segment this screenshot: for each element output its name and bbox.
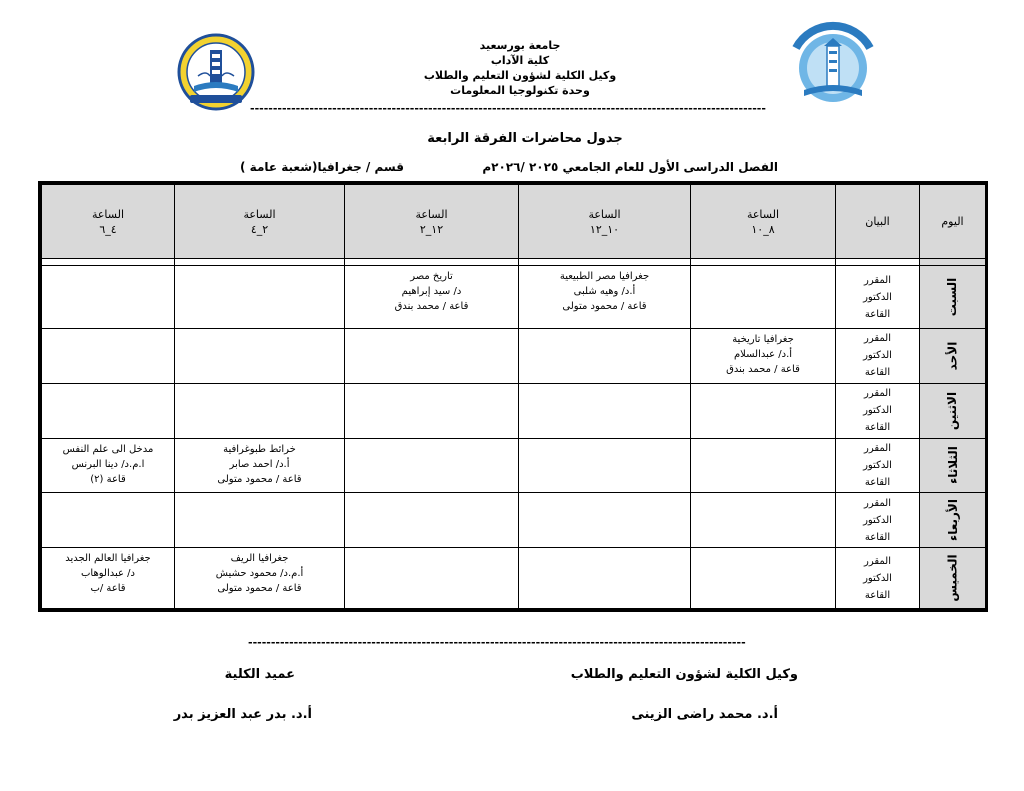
- lecture-course: خرائط طبوغرافية: [223, 443, 296, 455]
- footer-divider: -------------------------------------------------------------------------------------------------------------: [248, 636, 746, 649]
- schedule-cell: [691, 548, 836, 609]
- schedule-cell: [175, 493, 345, 548]
- schedule-cell: [42, 438, 175, 493]
- day-name-cell: [920, 548, 986, 609]
- schedule-cell: [175, 438, 345, 493]
- table-header-row: [42, 185, 986, 259]
- slot-header: الساعة ٨_١٠: [691, 185, 836, 259]
- row-label-room: القاعة: [864, 367, 891, 379]
- schedule-cell: [345, 383, 519, 438]
- day-name-cell: [920, 266, 986, 329]
- day-name: الخميس: [945, 554, 960, 602]
- lecture-room: قاعة /ب: [90, 583, 126, 595]
- schedule-cell: [345, 329, 519, 384]
- day-name-cell: [920, 383, 986, 438]
- row-labels-cell: [836, 548, 920, 609]
- slot-header: الساعة ١٠_١٢: [519, 185, 691, 259]
- label-column-header: البيان: [836, 185, 920, 259]
- row-label-course: المقرر: [863, 388, 891, 400]
- row-labels-cell: [836, 266, 920, 329]
- schedule-cell: [691, 329, 836, 384]
- schedule-cell: [42, 266, 175, 329]
- schedule-cell: [519, 383, 691, 438]
- header-spacer: [42, 259, 986, 266]
- lecture-doctor: د/ سيد إبراهيم: [401, 286, 462, 298]
- day-name: الأحد: [945, 341, 960, 371]
- schedule-cell: [345, 438, 519, 493]
- day-name: الثلاثاء: [945, 446, 960, 485]
- schedule-cell: [175, 548, 345, 609]
- row-label-doctor: الدكتور: [863, 459, 892, 471]
- schedule-cell: [691, 383, 836, 438]
- page-title: جدول محاضرات الفرقة الرابعة: [427, 131, 623, 146]
- row-labels-cell: [836, 383, 920, 438]
- schedule-cell: [691, 266, 836, 329]
- schedule-cell: [519, 548, 691, 609]
- slot-header: الساعة ٢_٤: [175, 185, 345, 259]
- row-label-course: المقرر: [863, 333, 891, 345]
- day-name: الأربعاء: [945, 499, 960, 542]
- slot-header: الساعة ٤_٦: [42, 185, 175, 259]
- schedule-cell: [42, 383, 175, 438]
- day-name: الاثنين: [945, 391, 960, 430]
- day-name-cell: [920, 493, 986, 548]
- dean-name: أ.د. بدر عبد العزيز بدر: [173, 707, 312, 722]
- day-name-cell: [920, 329, 986, 384]
- vice-dean-name: أ.د. محمد راضى الزينى: [631, 707, 778, 722]
- row-label-room: القاعة: [864, 422, 891, 434]
- semester-label: الفصل الدراسى الأول للعام الجامعي ٢٠٢٥ /٢٠٢٦م: [482, 160, 778, 174]
- lecture-doctor: ا.م.د/ دينا البرنس: [71, 458, 145, 470]
- row-label-doctor: الدكتور: [863, 514, 892, 526]
- schedule-cell: [42, 493, 175, 548]
- faculty-name: كلية الآداب: [490, 54, 550, 67]
- slot-header: الساعة ١٢_٢: [345, 185, 519, 259]
- it-unit: وحدة تكنولوجيا المعلومات: [450, 84, 590, 97]
- lecture-course: مدخل الى علم النفس: [62, 443, 154, 455]
- row-labels-cell: [836, 493, 920, 548]
- row-label-course: المقرر: [863, 555, 891, 567]
- department-label: قسم / جغرافيا(شعبة عامة ): [240, 160, 404, 174]
- schedule-cell: [345, 266, 519, 329]
- row-label-room: القاعة: [864, 589, 891, 601]
- row-label-course: المقرر: [863, 274, 891, 286]
- lecture-course: جغرافيا تاريخية: [732, 334, 794, 346]
- day-row: [42, 266, 986, 329]
- schedule-cell: [519, 438, 691, 493]
- lecture-course: جغرافيا الريف: [230, 553, 289, 565]
- schedule-cell: [345, 493, 519, 548]
- schedule-cell: [691, 493, 836, 548]
- row-label-course: المقرر: [863, 497, 891, 509]
- schedule-table: [38, 181, 988, 612]
- university-name: جامعة بورسعيد: [479, 39, 561, 52]
- row-label-doctor: الدكتور: [863, 291, 892, 303]
- lecture-room: قاعة / محمود متولى: [217, 473, 302, 485]
- lecture-doctor: أ.م.د/ محمود حشيش: [215, 568, 304, 580]
- schedule-cell: [519, 266, 691, 329]
- lecture-course: تاريخ مصر: [410, 271, 453, 283]
- day-row: [42, 383, 986, 438]
- dean-title: عميد الكلية: [224, 667, 295, 682]
- schedule-cell: [691, 438, 836, 493]
- faculty-logo-icon: [786, 18, 880, 112]
- row-label-room: القاعة: [864, 531, 891, 543]
- row-labels-cell: [836, 438, 920, 493]
- lecture-room: قاعة / محمود متولى: [217, 583, 302, 595]
- schedule-cell: [175, 329, 345, 384]
- lecture-doctor: د/ عبدالوهاب: [81, 568, 135, 580]
- day-row: [42, 548, 986, 609]
- day-column-header: اليوم: [920, 185, 986, 259]
- row-label-course: المقرر: [863, 442, 891, 454]
- row-label-doctor: الدكتور: [863, 405, 892, 417]
- vice-dean-title: وكيل الكلية لشؤون التعليم والطلاب: [570, 667, 798, 682]
- day-row: [42, 493, 986, 548]
- row-label-doctor: الدكتور: [863, 350, 892, 362]
- day-name-cell: [920, 438, 986, 493]
- day-row: [42, 438, 986, 493]
- lecture-doctor: أ.د/ عبدالسلام: [733, 349, 793, 361]
- schedule-cell: [42, 329, 175, 384]
- lecture-room: قاعة (٢): [90, 473, 126, 485]
- university-logo-icon: [176, 32, 256, 112]
- institution-header: [420, 38, 620, 98]
- row-label-room: القاعة: [864, 476, 891, 488]
- lecture-room: قاعة / محمد بندق: [394, 301, 469, 313]
- day-row: [42, 329, 986, 384]
- lecture-room: قاعة / محمود متولى: [562, 301, 647, 313]
- row-labels-cell: [836, 329, 920, 384]
- schedule-cell: [42, 548, 175, 609]
- schedule-cell: [519, 493, 691, 548]
- lecture-doctor: أ.د/ احمد صابر: [229, 458, 290, 470]
- lecture-course: جغرافيا العالم الجديد: [65, 553, 151, 565]
- lecture-course: جغرافيا مصر الطبيعية: [559, 271, 650, 283]
- schedule-cell: [175, 266, 345, 329]
- row-label-doctor: الدكتور: [863, 572, 892, 584]
- schedule-cell: [519, 329, 691, 384]
- lecture-doctor: أ.د/ وهيه شلبى: [573, 286, 636, 298]
- lecture-room: قاعة / محمد بندق: [726, 364, 800, 376]
- row-label-room: القاعة: [864, 308, 891, 320]
- schedule-cell: [175, 383, 345, 438]
- vice-dean-office: وكيل الكلية لشؤون التعليم والطلاب: [423, 69, 617, 82]
- schedule-cell: [345, 548, 519, 609]
- day-name: السبت: [945, 277, 960, 317]
- header-divider: -----------------------------------------------------------------------------------------------------------------: [250, 102, 766, 115]
